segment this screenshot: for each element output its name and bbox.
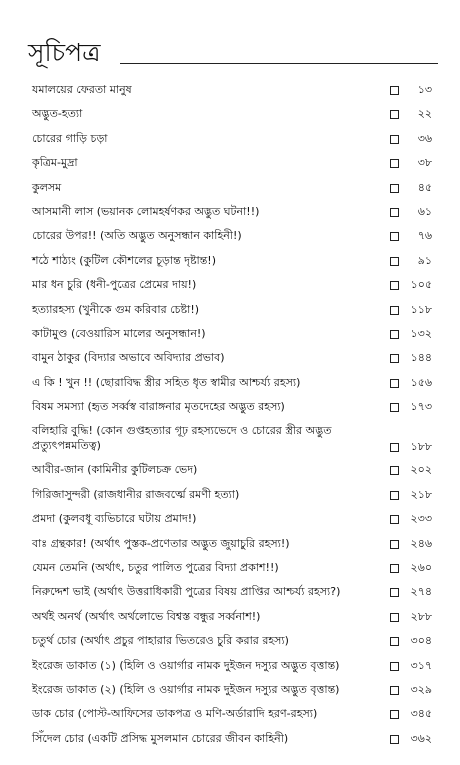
square-bullet-icon (390, 564, 399, 573)
toc-entry (32, 729, 432, 753)
toc-entry-page: ৯১ (417, 253, 432, 267)
toc-entry-title: অর্থই অনর্থ (অর্থাৎ অর্থলোভে বিশ্বস্ত বন্ধুর সর্ব্বনাশ!) (32, 609, 261, 623)
toc-entry-title: অদ্ভুত-হত্যা (32, 107, 83, 121)
toc-entry-title: মার ধন চুরি (ধনী-পুত্রের প্রেমের দায়!) (32, 278, 197, 292)
square-bullet-icon (390, 330, 399, 339)
toc-entry (32, 153, 432, 177)
square-bullet-icon (390, 110, 399, 119)
toc-entry (32, 631, 432, 655)
square-bullet-icon (390, 184, 399, 193)
square-bullet-icon (390, 306, 399, 315)
toc-entry (32, 348, 432, 372)
square-bullet-icon (390, 735, 399, 744)
toc-entry (32, 582, 432, 606)
toc-entry-page: ২৩৩ (410, 512, 432, 526)
square-bullet-icon (390, 710, 399, 719)
toc-entry-page: ২৭৪ (410, 585, 432, 599)
square-bullet-icon (390, 686, 399, 695)
toc-entry-title: কৃত্রিম-মুদ্রা (32, 156, 78, 170)
toc-entry (32, 226, 432, 250)
toc-entry-page: ৩২৯ (410, 682, 432, 696)
square-bullet-icon (390, 257, 399, 266)
toc-entry-page: ৩১৭ (410, 658, 432, 672)
toc-entry (32, 421, 432, 460)
toc-entry (32, 607, 432, 631)
table-of-contents (32, 80, 432, 753)
square-bullet-icon (390, 379, 399, 388)
toc-entry (32, 300, 432, 324)
toc-entry-title: চোরের গাড়ি চড়া (32, 131, 108, 145)
square-bullet-icon (390, 159, 399, 168)
square-bullet-icon (390, 491, 399, 500)
toc-entry-title: গিরিজাসুন্দরী (রাজধানীর রাজবর্ত্মে রমণী হত্যা) (32, 487, 240, 501)
toc-entry-page: ১৫৬ (410, 375, 432, 389)
toc-entry-page: ১৭৩ (410, 400, 432, 414)
toc-entry-title: বিষম সমস্যা (হৃত সর্ব্বস্ব বারাঙ্গনার মৃতদেহের অদ্ভুত রহস্য) (32, 400, 285, 414)
toc-entry-page: ৩৬২ (410, 731, 432, 745)
toc-entry-page: ২৬০ (410, 561, 432, 575)
square-bullet-icon (390, 540, 399, 549)
toc-entry-page: ১১৮ (410, 302, 432, 316)
title-underline (120, 63, 438, 64)
toc-entry-page: ৩০৪ (410, 634, 432, 648)
toc-entry (32, 558, 432, 582)
toc-entry (32, 680, 432, 704)
toc-entry-title: হত্যারহস্য (খুনীকে গুম করিবার চেষ্টা!) (32, 302, 200, 316)
toc-entry-page: ৬১ (417, 204, 432, 218)
toc-entry (32, 509, 432, 533)
toc-entry-title: সিঁদেল চোর (একটি প্রসিদ্ধ মুসলমান চোরের জীবন কাহিনী) (32, 731, 289, 745)
toc-entry (32, 704, 432, 728)
square-bullet-icon (390, 86, 399, 95)
toc-entry-title: আবীর-জান (কামিনীর কুটিলচক্র ভেদ) (32, 463, 198, 477)
toc-entry-page: ২১৮ (410, 487, 432, 501)
toc-entry (32, 178, 432, 202)
square-bullet-icon (390, 135, 399, 144)
toc-entry (32, 460, 432, 484)
toc-entry (32, 129, 432, 153)
toc-entry (32, 104, 432, 128)
toc-entry-page: ১০৫ (410, 278, 432, 292)
toc-entry-page: ২২ (417, 107, 432, 121)
toc-entry-title: চতুর্থ চোর (অর্থাৎ প্রচুর পাহারার ভিতরেও চুরি করার রহস্য) (32, 634, 289, 648)
toc-entry-page: ৩৪৫ (410, 707, 432, 721)
toc-entry-title: যমালয়ের ফেরতা মানুষ (32, 83, 132, 96)
square-bullet-icon (390, 515, 399, 524)
toc-entry (32, 80, 432, 104)
square-bullet-icon (390, 232, 399, 241)
square-bullet-icon (390, 637, 399, 646)
toc-entry-page: ২৪৬ (410, 536, 432, 550)
toc-entry-page: ১৩ (417, 83, 432, 96)
square-bullet-icon (390, 281, 399, 290)
toc-entry-title: কাটামুণ্ড (বেওয়ারিস মালের অনুসন্ধান!) (32, 326, 206, 340)
toc-entry (32, 324, 432, 348)
toc-entry-title: নিরুদ্দেশ ভাই (অর্থাৎ উত্তরাধিকারী পুত্রের বিষয় প্রাপ্তির আশ্চর্য্য রহস্য?) (32, 585, 341, 599)
toc-entry-title: আসমানী লাস (ভয়ানক লোমহর্ষণকর অদ্ভুত ঘটনা!!) (32, 204, 260, 218)
toc-entry (32, 485, 432, 509)
toc-entry-title: কুলসম (32, 180, 62, 194)
toc-entry-title: যেমন তেমনি (অর্থাৎ, চতুর পালিত পুত্রের বিদ্যা প্রকাশ!!) (32, 561, 279, 575)
toc-entry-page: ২৮৮ (410, 609, 432, 623)
toc-entry (32, 656, 432, 680)
toc-entry-page: ৩৬ (417, 131, 432, 145)
toc-entry-title: ইংরেজ ডাকাত (২) (হিলি ও ওয়ার্গার নামক দুইজন দস্যুর অদ্ভুত বৃত্তান্ত) (32, 682, 340, 696)
toc-entry-page: ৪৫ (417, 180, 432, 194)
toc-entry-title: প্রমদা (কুলবধূ ব্যভিচারে ঘটায় প্রমাদ!) (32, 512, 197, 526)
toc-entry-page: ১৩২ (410, 326, 432, 340)
toc-entry-page: ৭৬ (417, 229, 432, 243)
toc-entry (32, 373, 432, 397)
square-bullet-icon (390, 588, 399, 597)
page-title: সূচিপত্র (28, 38, 101, 67)
square-bullet-icon (390, 662, 399, 671)
toc-entry-title: বলিহারি বুদ্ধি! (কোন গুপ্তহত্যার গূঢ় রহস্যভেদে ও চোরের স্ত্রীর অদ্ভুত প্রত্যুৎপন্নমতিত্ব) (32, 424, 332, 453)
toc-entry (32, 534, 432, 558)
square-bullet-icon (390, 443, 399, 452)
toc-entry-title: বাঃ গ্রন্থকার! (অর্থাৎ পুস্তক-প্রণেতার অদ্ভুত জুয়াচুরি রহস্য!) (32, 536, 290, 550)
toc-entry (32, 251, 432, 275)
toc-entry (32, 397, 432, 421)
toc-entry-title: বামুন ঠাকুর (বিদ্যার অভাবে অবিদ্যার প্রভাব) (32, 351, 225, 365)
toc-entry-page: ১৮৮ (410, 440, 432, 454)
toc-header (28, 38, 440, 78)
toc-entry-title: চোরের উপর!! (অতি অদ্ভুত অনুসন্ধান কাহিনী!) (32, 229, 242, 243)
square-bullet-icon (390, 466, 399, 475)
square-bullet-icon (390, 613, 399, 622)
toc-entry (32, 275, 432, 299)
square-bullet-icon (390, 403, 399, 412)
toc-entry (32, 202, 432, 226)
toc-entry-title: ডাক চোর (পোস্ট-আফিসের ডাকপত্র ও মণি-অর্ডারাদি হরণ-রহস্য) (32, 707, 318, 721)
toc-entry-title: এ কি ! খুন !! (ছোরাবিদ্ধ স্ত্রীর সহিত ধৃত স্বামীর আশ্চর্য্য রহস্য) (32, 375, 301, 389)
toc-entry-page: ২০২ (410, 463, 432, 477)
toc-entry-page: ৩৮ (417, 156, 432, 170)
toc-entry-page: ১৪৪ (410, 351, 432, 365)
square-bullet-icon (390, 354, 399, 363)
toc-entry-title: ইংরেজ ডাকাত (১) (হিলি ও ওয়ার্গার নামক দুইজন দস্যুর অদ্ভুত বৃত্তান্ত) (32, 658, 340, 672)
toc-entry-title: শঠে শাঠ্যং (কুটিল কৌশলের চূড়ান্ত দৃষ্টান্ত!) (32, 253, 217, 267)
square-bullet-icon (390, 208, 399, 217)
